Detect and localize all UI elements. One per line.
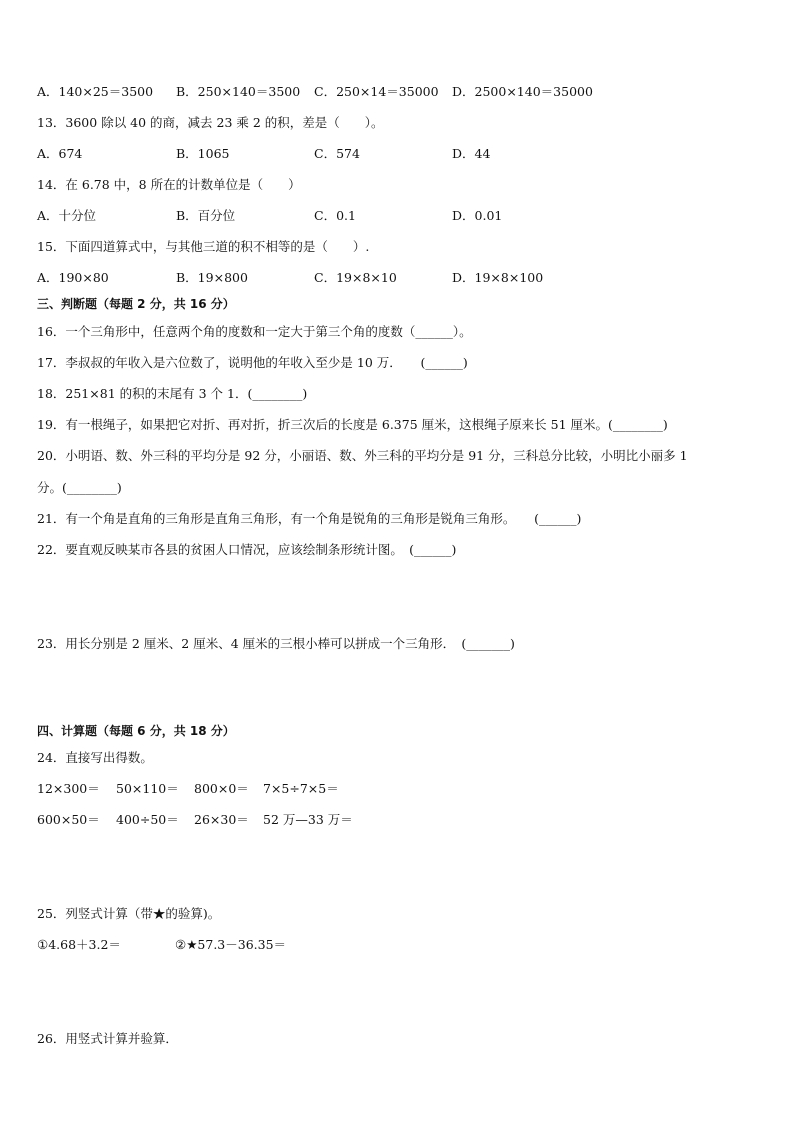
q24-item: 52 万—33 万＝	[263, 812, 353, 827]
q15-text: 15．下面四道算式中，与其他三道的积不相等的是（ ）.	[37, 239, 370, 254]
q20-text-line2: 分。(________)	[37, 480, 122, 495]
q25-item-2: ②★57.3－36.35＝	[175, 937, 287, 952]
q24-item: 26×30＝	[194, 812, 249, 827]
q24-item: 50×110＝	[116, 781, 179, 796]
q14-option-b: B．百分位	[176, 208, 236, 223]
q15-option-d: D．19×8×100	[452, 270, 544, 285]
q12-option-c: C．250×14＝35000	[314, 84, 439, 99]
q12-option-b: B．250×140＝3500	[176, 84, 301, 99]
q22-text: 22．要直观反映某市各县的贫困人口情况，应该绘制条形统计图。 (______)	[37, 542, 457, 557]
q24-item: 12×300＝	[37, 781, 100, 796]
q14-text: 14．在 6.78 中，8 所在的计数单位是（ ）	[37, 177, 301, 192]
q24-item: 7×5÷7×5＝	[263, 781, 339, 796]
q14-option-d: D．0.01	[452, 208, 503, 223]
q16-text: 16．一个三角形中，任意两个角的度数和一定大于第三个角的度数（______）。	[37, 324, 472, 339]
q24-text: 24．直接写出得数。	[37, 750, 153, 765]
q15-option-a: A．190×80	[37, 270, 109, 285]
q24-item: 600×50＝	[37, 812, 100, 827]
q13-option-a: A．674	[37, 146, 83, 161]
q15-option-b: B．19×800	[176, 270, 248, 285]
q25-text: 25．列竖式计算（带★的验算)。	[37, 906, 221, 921]
q21-text: 21．有一个角是直角的三角形是直角三角形，有一个角是锐角的三角形是锐角三角形。 (______)	[37, 511, 582, 526]
q12-option-d: D．2500×140＝35000	[452, 84, 593, 99]
q26-text: 26．用竖式计算并验算．	[37, 1031, 178, 1046]
section-3-title: 三、判断题（每题 2 分，共 16 分）	[37, 297, 235, 311]
q13-text: 13．3600 除以 40 的商，减去 23 乘 2 的积，差是（ ）。	[37, 115, 384, 130]
q13-option-d: D．44	[452, 146, 491, 161]
q13-option-b: B．1065	[176, 146, 230, 161]
q20-text-line1: 20．小明语、数、外三科的平均分是 92 分，小丽语、数、外三科的平均分是 91 分，三科总分比较，小明比小丽多 1	[37, 448, 688, 463]
q24-item: 800×0＝	[194, 781, 249, 796]
section-4-title: 四、计算题（每题 6 分，共 18 分）	[37, 724, 235, 738]
q19-text: 19．有一根绳子，如果把它对折、再对折，折三次后的长度是 6.375 厘米，这根绳子原来长 51 厘米。(________)	[37, 417, 668, 432]
q23-text: 23．用长分别是 2 厘米、2 厘米、4 厘米的三根小棒可以拼成一个三角形． (_______)	[37, 636, 515, 651]
q14-option-a: A．十分位	[37, 208, 97, 223]
q17-text: 17．李叔叔的年收入是六位数了，说明他的年收入至少是 10 万． (______)	[37, 355, 468, 370]
q18-text: 18．251×81 的积的末尾有 3 个 1．(________)	[37, 386, 308, 401]
q14-option-c: C．0.1	[314, 208, 356, 223]
q24-item: 400÷50＝	[116, 812, 179, 827]
q25-item-1: ①4.68＋3.2＝	[37, 937, 121, 952]
q15-option-c: C．19×8×10	[314, 270, 397, 285]
q13-option-c: C．574	[314, 146, 360, 161]
q12-option-a: A．140×25＝3500	[37, 84, 154, 99]
